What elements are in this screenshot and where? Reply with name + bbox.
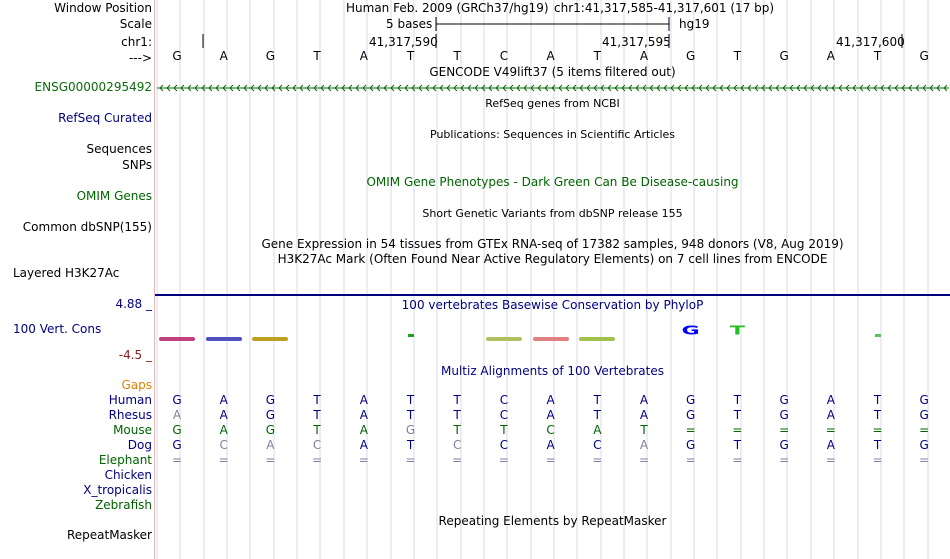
gene-id-label[interactable]: ENSG00000295492	[34, 80, 152, 94]
align-human-base-16: T	[873, 393, 882, 407]
align-rhesus-base-5: A	[359, 408, 368, 422]
align-dog-base-10: C	[593, 438, 602, 452]
align-mouse-base-14: =	[779, 423, 790, 437]
track-label-snps[interactable]: SNPs	[122, 158, 152, 172]
track-label-dbsnp[interactable]: Common dbSNP(155)	[22, 220, 152, 234]
align-human-base-14: G	[779, 393, 789, 407]
align-dog-base-3: A	[266, 438, 275, 452]
align-mouse-base-7: T	[453, 423, 461, 437]
track-title-gtex: Gene Expression in 54 tissues from GTEx RNA-seq of 17382 samples, 948 donors (V8, Aug 2019)	[261, 237, 844, 251]
align-dog-base-2: C	[219, 438, 228, 452]
assembly-title: Human Feb. 2009 (GRCh37/hg19)	[346, 1, 549, 15]
phylop-mark-16	[875, 334, 881, 337]
ref-base-10: T	[593, 49, 601, 63]
align-dog-base-6: T	[406, 438, 415, 452]
align-mouse-base-10: A	[593, 423, 602, 437]
align-rhesus-base-16: T	[873, 408, 882, 422]
ref-base-3: G	[265, 49, 276, 63]
ruler-tick-label-2: 41,317,595	[602, 35, 671, 49]
align-dog-base-15: A	[826, 438, 835, 452]
ruler-tick-label-3: 41,317,600	[836, 35, 905, 49]
ref-base-1: G	[172, 49, 182, 63]
align-mouse-base-17: =	[919, 423, 930, 437]
align-elephant-base-11: =	[638, 453, 650, 467]
align-rhesus-base-17: G	[919, 408, 929, 422]
align-human-base-11: A	[639, 393, 649, 407]
ref-base-14: G	[779, 49, 789, 63]
scale-label: Scale	[119, 17, 152, 31]
cons-min-value: -4.5 _	[118, 348, 152, 362]
chrom-label: chr1:	[121, 35, 152, 49]
align-mouse-base-9: C	[546, 423, 555, 437]
phylop-mark-9	[533, 337, 569, 341]
track-label-omim[interactable]: OMIM Genes	[76, 189, 152, 203]
align-dog-base-5: A	[359, 438, 368, 452]
species-label-human[interactable]: Human	[108, 393, 152, 407]
ref-base-8: C	[499, 49, 509, 63]
align-mouse-base-2: A	[219, 423, 228, 437]
align-elephant-base-4: =	[312, 453, 323, 467]
align-mouse-base-4: T	[313, 423, 321, 437]
align-human-base-3: G	[265, 393, 276, 407]
scale-db: hg19	[679, 17, 710, 31]
align-elephant-base-1: =	[171, 453, 183, 467]
align-elephant-base-16: =	[872, 453, 883, 467]
phylop-mark-8	[486, 337, 522, 341]
strand-arrow-label[interactable]: --->	[128, 51, 152, 65]
position-readout: chr1:41,317,585-41,317,601 (17 bp)	[554, 1, 775, 15]
track-title-repeatmasker: Repeating Elements by RepeatMasker	[438, 514, 667, 528]
align-elephant-base-7: =	[452, 453, 463, 467]
phylop-mark-6	[408, 334, 414, 337]
align-rhesus-base-7: T	[453, 408, 461, 422]
ref-base-12: G	[686, 49, 696, 63]
gencode-gene-feature[interactable]	[157, 82, 949, 94]
align-human-base-8: C	[499, 393, 509, 407]
track-title-h3k27ac: H3K27Ac Mark (Often Found Near Active Regulatory Elements) on 7 cell lines from ENCODE	[277, 252, 828, 266]
align-elephant-base-17: =	[919, 453, 930, 467]
align-elephant-base-2: =	[218, 453, 229, 467]
align-human-base-17: G	[919, 393, 929, 407]
track-title-dbsnp: Short Genetic Variants from dbSNP release 155	[422, 207, 683, 220]
ref-base-17: G	[919, 49, 929, 63]
align-rhesus-base-10: T	[593, 408, 601, 422]
track-title-refseq: RefSeq genes from NCBI	[485, 97, 620, 110]
align-elephant-base-6: =	[405, 453, 416, 467]
align-rhesus-base-1: A	[172, 408, 182, 422]
align-mouse-base-12: =	[685, 423, 696, 437]
align-human-base-9: A	[546, 393, 555, 407]
track-label-cons[interactable]: 100 Vert. Cons	[13, 322, 102, 336]
phylop-mark-1	[159, 337, 195, 341]
align-rhesus-base-9: A	[546, 408, 555, 422]
align-rhesus-base-14: G	[779, 408, 789, 422]
window-position-label: Window Position	[54, 1, 152, 15]
align-rhesus-base-3: G	[265, 408, 276, 422]
ref-base-4: T	[313, 49, 321, 63]
align-rhesus-base-15: A	[826, 408, 835, 422]
align-human-base-6: T	[406, 393, 415, 407]
align-elephant-base-3: =	[265, 453, 276, 467]
align-rhesus-base-6: T	[406, 408, 415, 422]
align-mouse-base-6: G	[405, 423, 416, 437]
ref-base-16: T	[873, 49, 882, 63]
align-mouse-base-3: G	[265, 423, 276, 437]
track-label-refseq[interactable]: RefSeq Curated	[58, 111, 152, 125]
align-rhesus-base-2: A	[219, 408, 228, 422]
phylop-mark-13: T	[729, 323, 745, 338]
species-label-x_tropicalis[interactable]: X_tropicalis	[83, 483, 152, 497]
align-human-base-15: A	[826, 393, 835, 407]
align-elephant-base-9: =	[545, 453, 556, 467]
align-elephant-base-15: =	[825, 453, 836, 467]
track-label-sequences[interactable]: Sequences	[86, 142, 152, 156]
track-title-omim: OMIM Gene Phenotypes - Dark Green Can Be Disease-causing	[366, 175, 739, 189]
ref-base-11: A	[639, 49, 649, 63]
align-mouse-base-16: =	[872, 423, 883, 437]
phylop-mark-10	[579, 337, 615, 341]
ref-base-2: A	[219, 49, 228, 63]
phylop-mark-2	[206, 337, 242, 341]
species-label-rhesus[interactable]: Rhesus	[108, 408, 152, 422]
align-rhesus-base-12: G	[686, 408, 696, 422]
ruler-ticks	[0, 33, 950, 49]
align-mouse-base-15: =	[825, 423, 836, 437]
align-human-base-7: T	[453, 393, 461, 407]
align-mouse-base-11: T	[640, 423, 648, 437]
track-title-multiz: Multiz Alignments of 100 Vertebrates	[440, 364, 665, 378]
track-title-publications: Publications: Sequences in Scientific Articles	[430, 128, 675, 141]
scale-bar	[434, 16, 674, 32]
align-dog-base-7: C	[452, 438, 462, 452]
align-dog-base-1: G	[172, 438, 182, 452]
align-rhesus-base-4: T	[313, 408, 321, 422]
species-label-dog[interactable]: Dog	[127, 438, 152, 452]
label-column-border	[154, 0, 155, 559]
ref-base-13: T	[733, 49, 742, 63]
align-human-base-10: T	[593, 393, 601, 407]
align-human-base-1: G	[172, 393, 182, 407]
align-dog-base-8: C	[499, 438, 509, 452]
align-mouse-base-1: G	[172, 423, 182, 437]
align-elephant-base-13: =	[732, 453, 743, 467]
track-label-h3k27ac[interactable]: Layered H3K27Ac	[13, 266, 120, 280]
ref-base-7: T	[453, 49, 461, 63]
species-label-chicken[interactable]: Chicken	[104, 468, 152, 482]
align-elephant-base-12: =	[685, 453, 696, 467]
phylop-mark-3	[252, 337, 288, 341]
ref-base-15: A	[826, 49, 835, 63]
align-elephant-base-8: =	[498, 453, 509, 467]
align-mouse-base-13: =	[732, 423, 743, 437]
align-dog-base-12: G	[686, 438, 696, 452]
align-human-base-13: T	[733, 393, 742, 407]
cons-top-border	[155, 294, 950, 296]
track-title-phylop: 100 vertebrates Basewise Conservation by PhyloP	[401, 298, 704, 312]
align-elephant-base-10: =	[592, 453, 603, 467]
species-label-mouse[interactable]: Mouse	[113, 423, 152, 437]
species-label-elephant[interactable]: Elephant	[98, 453, 152, 467]
species-label-zebrafish[interactable]: Zebrafish	[95, 498, 152, 512]
cons-max-value: 4.88 _	[115, 297, 152, 311]
ref-base-5: A	[359, 49, 368, 63]
align-human-base-2: A	[219, 393, 228, 407]
ruler-tick-label-1: 41,317,590	[369, 35, 438, 49]
align-dog-base-4: C	[312, 438, 322, 452]
ref-base-9: A	[546, 49, 555, 63]
align-human-base-5: A	[359, 393, 368, 407]
align-rhesus-base-8: C	[499, 408, 509, 422]
align-elephant-base-14: =	[779, 453, 790, 467]
ref-base-6: T	[406, 49, 415, 63]
align-elephant-base-5: =	[358, 453, 369, 467]
align-human-base-12: G	[686, 393, 696, 407]
align-rhesus-base-11: A	[639, 408, 649, 422]
align-human-base-4: T	[313, 393, 321, 407]
track-label-repeatmasker[interactable]: RepeatMasker	[66, 528, 152, 542]
align-mouse-base-5: A	[359, 423, 368, 437]
align-dog-base-9: A	[546, 438, 555, 452]
track-label-gaps[interactable]: Gaps	[121, 378, 152, 392]
align-dog-base-16: T	[873, 438, 882, 452]
align-rhesus-base-13: T	[733, 408, 742, 422]
align-dog-base-11: A	[639, 438, 649, 452]
track-title-gencode: GENCODE V49lift37 (5 items filtered out)	[429, 65, 676, 79]
align-dog-base-14: G	[779, 438, 789, 452]
scale-text: 5 bases	[386, 17, 433, 31]
align-dog-base-13: T	[733, 438, 742, 452]
align-mouse-base-8: T	[500, 423, 508, 437]
phylop-mark-12: G	[681, 323, 700, 338]
align-dog-base-17: G	[919, 438, 929, 452]
